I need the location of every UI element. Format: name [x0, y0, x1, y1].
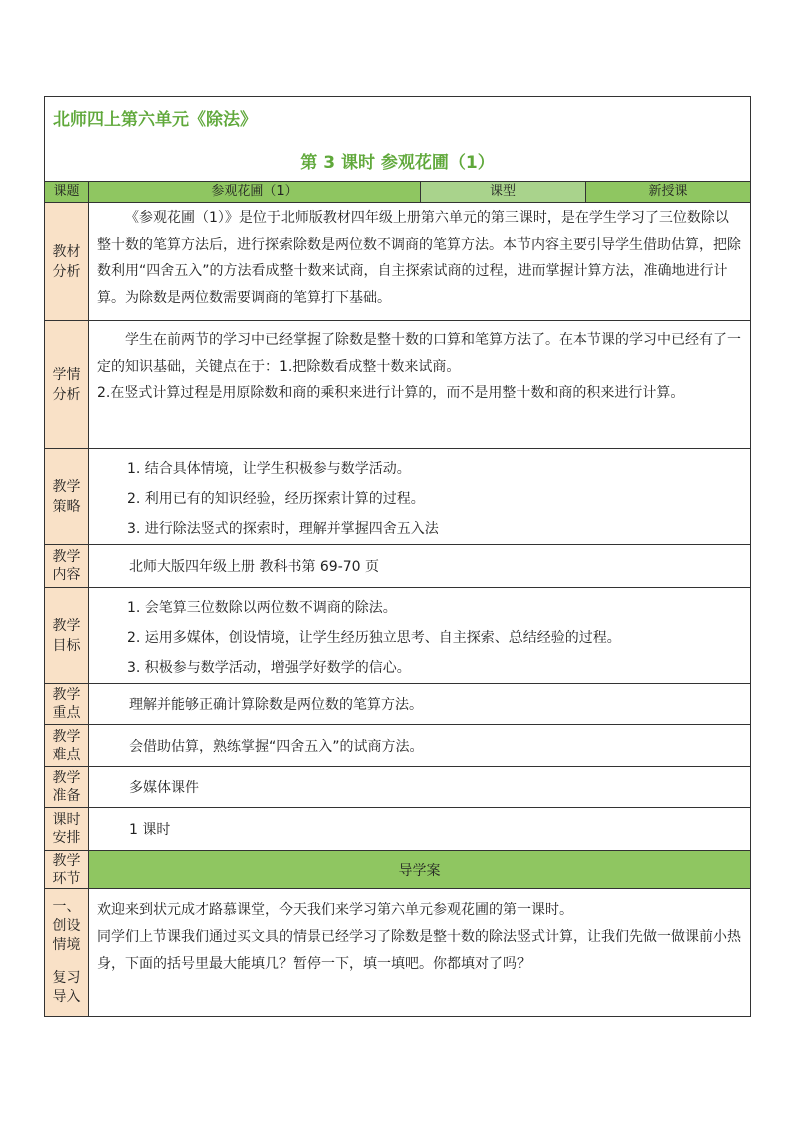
goals-list [89, 588, 751, 684]
strategy-list [89, 449, 751, 545]
key-point-text: 理解并能够正确计算除数是两位数的笔算方法。 [89, 684, 751, 725]
topic-label: 课题 [45, 182, 89, 203]
preparation-text: 多媒体课件 [89, 767, 751, 808]
intro-label: 一、 创设 情境 复习 导入 [45, 889, 89, 1017]
textbook-analysis-text: 《参观花圃（1）》是位于北师版教材四年级上册第六单元的第三课时，是在学生学习了三位数除以整十数的笔算方法后，进行探索除数是两位数不调商的笔算方法。本节内容主要引导学生借助估算，把除数利用“四舍五入”的方法看成整十数来试商，自主探索试商的过程，进而掌握计算方法，准确地进行计算。为除数是两位数需要调商的笔算打下基础。 [89, 203, 751, 321]
process-label: 教学 环节 [45, 851, 89, 889]
topic-value: 参观花圃（1） [89, 182, 421, 203]
preparation-row [45, 767, 751, 808]
difficulty-label: 教学 难点 [45, 725, 89, 767]
difficulty-row [45, 725, 751, 767]
lesson-title: 第 3 课时 参观花圃（1） [300, 153, 495, 173]
content-row [45, 545, 751, 588]
intro-text: 欢迎来到状元成才路慕课堂，今天我们来学习第六单元参观花圃的第一课时。 同学们上节课我们通过买文具的情景已经学习了除数是整十数的除法竖式计算，让我们先做一做课前小热身，下面的括号里最大能填几？暂停一下，填一填吧。你都填对了吗？ [89, 889, 751, 1017]
textbook-analysis-label: 教材 分析 [45, 203, 89, 321]
key-point-row [45, 684, 751, 725]
header-row [45, 97, 751, 182]
guide-header: 导学案 [89, 851, 751, 889]
goals-label: 教学 目标 [45, 588, 89, 684]
key-point-label: 教学 重点 [45, 684, 89, 725]
student-analysis-text: 学生在前两节的学习中已经掌握了除数是整十数的口算和笔算方法了。在本节课的学习中已经有了一定的知识基础，关键点在于：1.把除数看成整十数来试商。 2.在竖式计算过程是用原除数和商的乘积来进行计算的，而不是用整十数和商的积来进行计算。 [89, 321, 751, 449]
schedule-label: 课时 安排 [45, 808, 89, 851]
type-value: 新授课 [586, 182, 751, 203]
student-analysis-label: 学情 分析 [45, 321, 89, 449]
difficulty-text: 会借助估算，熟练掌握“四舍五入”的试商方法。 [89, 725, 751, 767]
list-item: 3. 进行除法竖式的探索时，理解并掌握四舍五入法 [127, 521, 439, 537]
list-item: 1. 会笔算三位数除以两位数不调商的除法。 [127, 600, 397, 616]
list-item: 2. 运用多媒体，创设情境，让学生经历独立思考、自主探索、总结经验的过程。 [127, 630, 621, 646]
header-cell [45, 97, 751, 182]
student-analysis-row [45, 321, 751, 449]
content-label: 教学 内容 [45, 545, 89, 588]
schedule-text: 1 课时 [89, 808, 751, 851]
schedule-row [45, 808, 751, 851]
list-item: 2. 利用已有的知识经验，经历探索计算的过程。 [127, 491, 425, 507]
intro-row [45, 889, 751, 1017]
content-text: 北师大版四年级上册 教科书第 69-70 页 [89, 545, 751, 588]
list-item: 3. 积极参与数学活动，增强学好数学的信心。 [127, 660, 411, 676]
process-row [45, 851, 751, 889]
strategy-row [45, 449, 751, 545]
list-item: 1. 结合具体情境，让学生积极参与数学活动。 [127, 461, 411, 477]
strategy-label: 教学 策略 [45, 449, 89, 545]
lesson-plan-table [44, 96, 751, 1017]
lesson-plan [44, 96, 750, 1017]
preparation-label: 教学 准备 [45, 767, 89, 808]
textbook-analysis-row [45, 203, 751, 321]
unit-title: 北师四上第六单元《除法》 [53, 110, 257, 130]
goals-row [45, 588, 751, 684]
type-label: 课型 [421, 182, 586, 203]
info-row [45, 182, 751, 203]
